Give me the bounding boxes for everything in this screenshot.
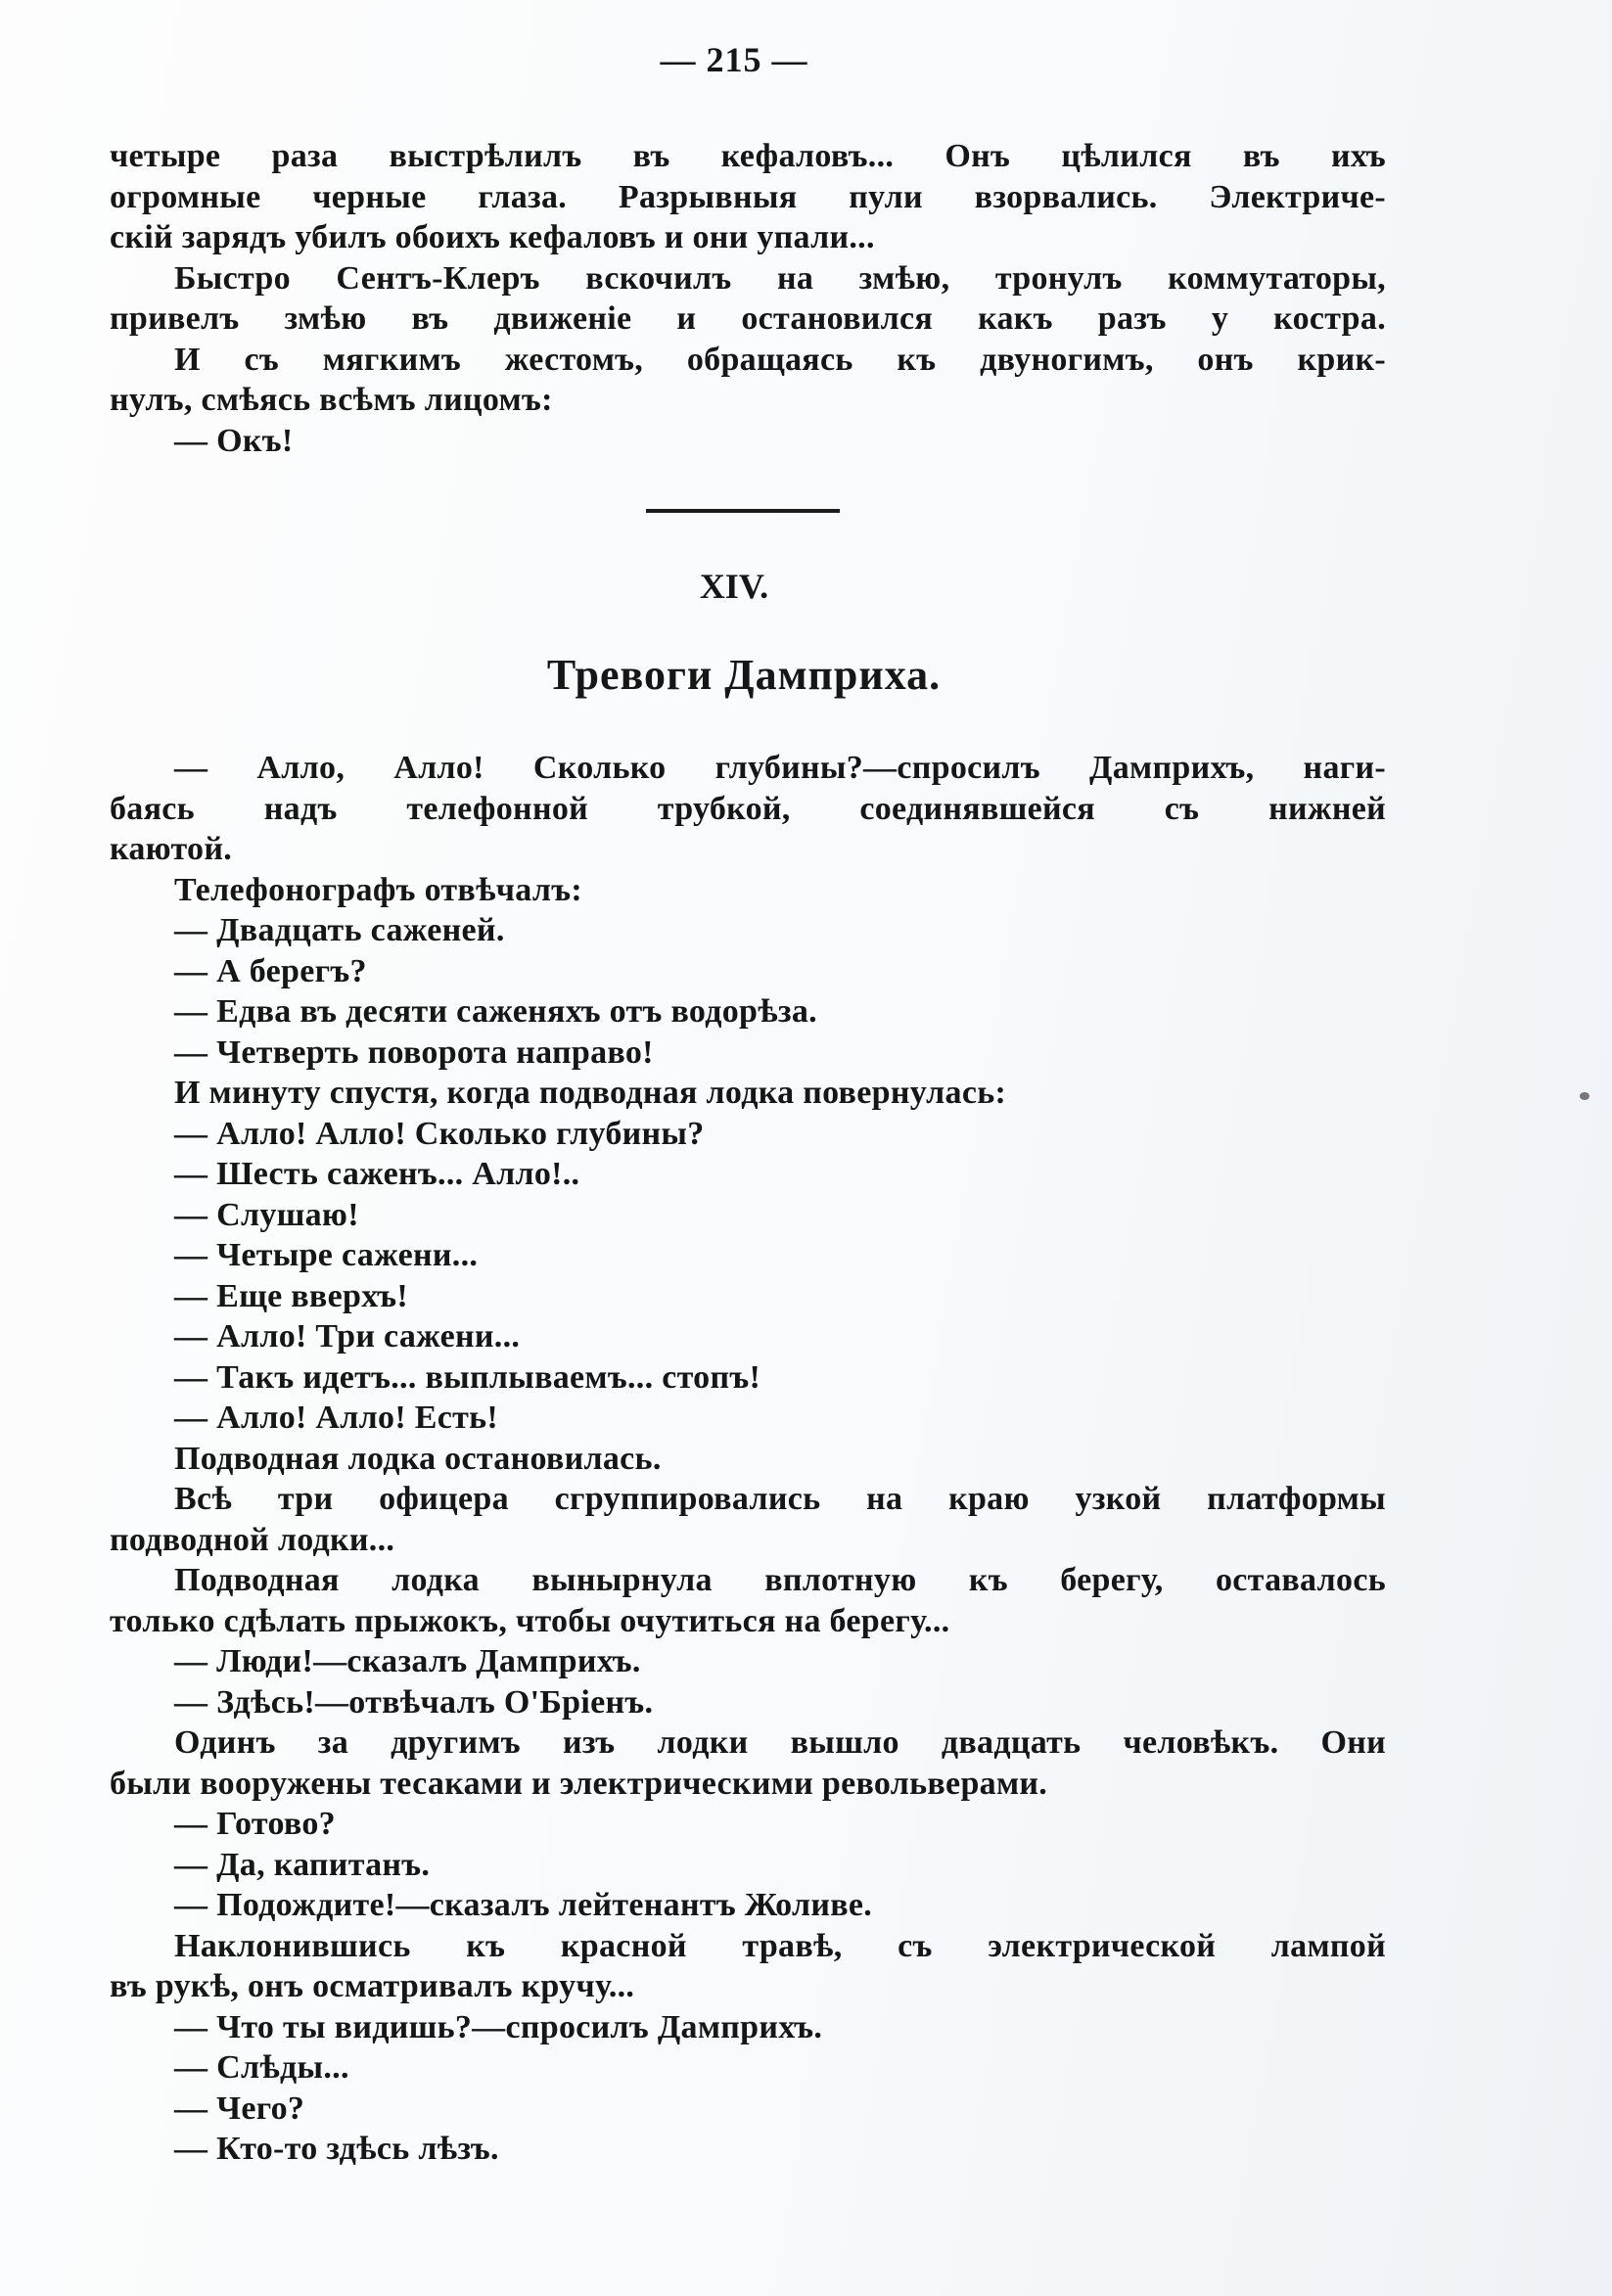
text-line: Телефонографъ отвѣчалъ:: [174, 871, 582, 908]
text-line: баясь надъ телефонной трубкой, соединявшейся съ нижней: [110, 790, 1386, 827]
text-line: — Едва въ десяти саженяхъ отъ водорѣза.: [174, 993, 817, 1030]
page-number: — 215 —: [660, 40, 808, 79]
text-line: были вооружены тесаками и электрическими револьверами.: [110, 1765, 1048, 1802]
text-line: только сдѣлать прыжокъ, чтобы очутиться на берегу...: [110, 1602, 950, 1639]
text-line: — Кто-то здѣсь лѣзъ.: [174, 2131, 499, 2167]
previous-chapter-ending: [110, 136, 1386, 461]
text-line: — Четыре сажени...: [174, 1237, 479, 1273]
text-line: Подводная лодка остановилась.: [174, 1440, 662, 1477]
text-line: — Алло, Алло! Сколько глубины?—спросилъ Дамприхъ, наги-: [174, 750, 1386, 786]
text-line: — Алло! Три сажени...: [174, 1318, 521, 1355]
text-line: привелъ змѣю въ движеніе и остановился какъ разъ у костра.: [110, 300, 1386, 337]
scan-blemish: [1580, 1092, 1589, 1100]
text-line: — Окъ!: [174, 422, 294, 459]
text-line: — Здѣсь!—отвѣчалъ О'Бріенъ.: [174, 1683, 654, 1721]
text-line: — Чего?: [174, 2089, 305, 2127]
text-line: каютой.: [110, 831, 233, 867]
text-line: — Алло! Алло! Сколько глубины?: [174, 1115, 705, 1152]
text-line: — Подождите!—сказалъ лейтенантъ Жоливе.: [174, 1887, 873, 1923]
text-line: — Что ты видишь?—спросилъ Дамприхъ.: [174, 2008, 823, 2045]
chapter-number: XIV.: [699, 567, 769, 606]
text-line: — А берегъ?: [174, 952, 367, 989]
text-line: — Такъ идетъ... выплываемъ... стопъ!: [174, 1358, 761, 1396]
text-line: — Алло! Алло! Есть!: [174, 1400, 499, 1436]
text-line: — Готово?: [174, 1806, 336, 1842]
text-line: Наклонившись къ красной травѣ, съ электрической лампой: [174, 1927, 1386, 1964]
text-line: — Слушаю!: [174, 1196, 359, 1233]
text-line: — Слѣды...: [174, 2049, 349, 2086]
text-line: Подводная лодка вынырнула вплотную къ берегу, оставалось: [174, 1562, 1386, 1598]
chapter-body: [110, 748, 1386, 2170]
text-line: — Шесть саженъ... Алло!..: [174, 1156, 580, 1192]
text-line: — Да, капитанъ.: [174, 1846, 431, 1883]
text-line: — Еще вверхъ!: [174, 1277, 408, 1314]
text-line: — Четверть поворота направо!: [174, 1033, 654, 1071]
text-line: — Люди!—сказалъ Дамприхъ.: [174, 1643, 641, 1679]
text-line: Одинъ за другимъ изъ лодки вышло двадцать человѣкъ. Они: [174, 1724, 1386, 1761]
chapter-divider-rule: [646, 509, 840, 513]
text-line: четыре раза выстрѣлилъ въ кефаловъ... Онъ цѣлился въ ихъ: [110, 138, 1386, 174]
text-line: нулъ, смѣясь всѣмъ лицомъ:: [110, 382, 553, 418]
chapter-title: Тревоги Дамприха.: [546, 651, 942, 699]
text-line: огромные черные глаза. Разрывныя пули взорвались. Электриче-: [110, 178, 1386, 215]
text-line: И съ мягкимъ жестомъ, обращаясь къ двуногимъ, онъ крик-: [174, 341, 1386, 378]
text-line: И минуту спустя, когда подводная лодка повернулась:: [174, 1075, 1007, 1111]
text-line: въ рукѣ, онъ осматривалъ кручу...: [110, 1968, 635, 2004]
text-line: скій зарядъ убилъ обоихъ кефаловъ и они упали...: [110, 219, 875, 255]
text-line: — Двадцать саженей.: [174, 912, 505, 948]
text-line: подводной лодки...: [110, 1521, 395, 1558]
text-line: Всѣ три офицера сгруппировались на краю узкой платформы: [174, 1481, 1386, 1517]
text-line: Быстро Сентъ-Клеръ вскочилъ на змѣю, тронулъ коммутаторы,: [174, 259, 1386, 297]
